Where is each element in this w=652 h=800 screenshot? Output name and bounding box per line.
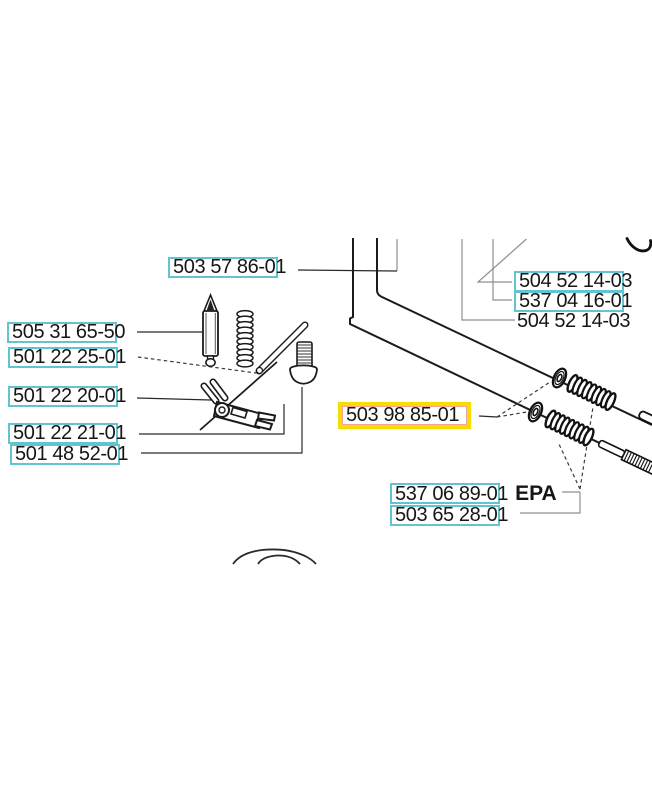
part-label-503-98-85-01-highlighted[interactable]: 503 98 85-01 — [346, 405, 459, 426]
part-label-537-04-16-01[interactable]: 537 04 16-01 — [514, 291, 632, 312]
pump-cover-arc-drawing — [233, 549, 316, 564]
metering-lever-drawing — [204, 382, 275, 430]
part-label-504-52-14-03[interactable]: 504 52 14-03 — [514, 271, 632, 292]
part-label-501-22-21-01[interactable]: 501 22 21-01 — [8, 423, 126, 444]
washer-upper-drawing — [550, 367, 569, 390]
part-label-501-48-52-01[interactable]: 501 48 52-01 — [10, 444, 128, 465]
spring-lower-drawing — [544, 409, 596, 446]
needle-valve-drawing — [203, 295, 218, 366]
part-label-537-06-89-01[interactable]: 537 06 89-01 EPA — [390, 483, 557, 505]
fuel-screw-drawing — [290, 342, 317, 384]
part-label-503-65-28-01[interactable]: 503 65 28-01 — [390, 505, 508, 526]
part-label-505-31-65-50[interactable]: 505 31 65-50 — [7, 322, 125, 343]
wire-clip-drawing — [627, 239, 651, 251]
epa-badge: EPA — [515, 482, 557, 505]
part-label-504-52-14-03-b[interactable]: 504 52 14-03 — [517, 310, 631, 332]
adjuster-screw-tip-drawing — [597, 438, 652, 474]
part-label-501-22-20-01[interactable]: 501 22 20-01 — [8, 386, 126, 407]
part-label-503-57-86-01[interactable]: 503 57 86-01 — [168, 257, 286, 278]
part-label-501-22-25-01[interactable]: 501 22 25-01 — [8, 347, 126, 368]
washer-lower-drawing — [526, 401, 545, 424]
spring-upper-drawing — [566, 374, 618, 411]
metering-spring-drawing — [237, 311, 253, 367]
